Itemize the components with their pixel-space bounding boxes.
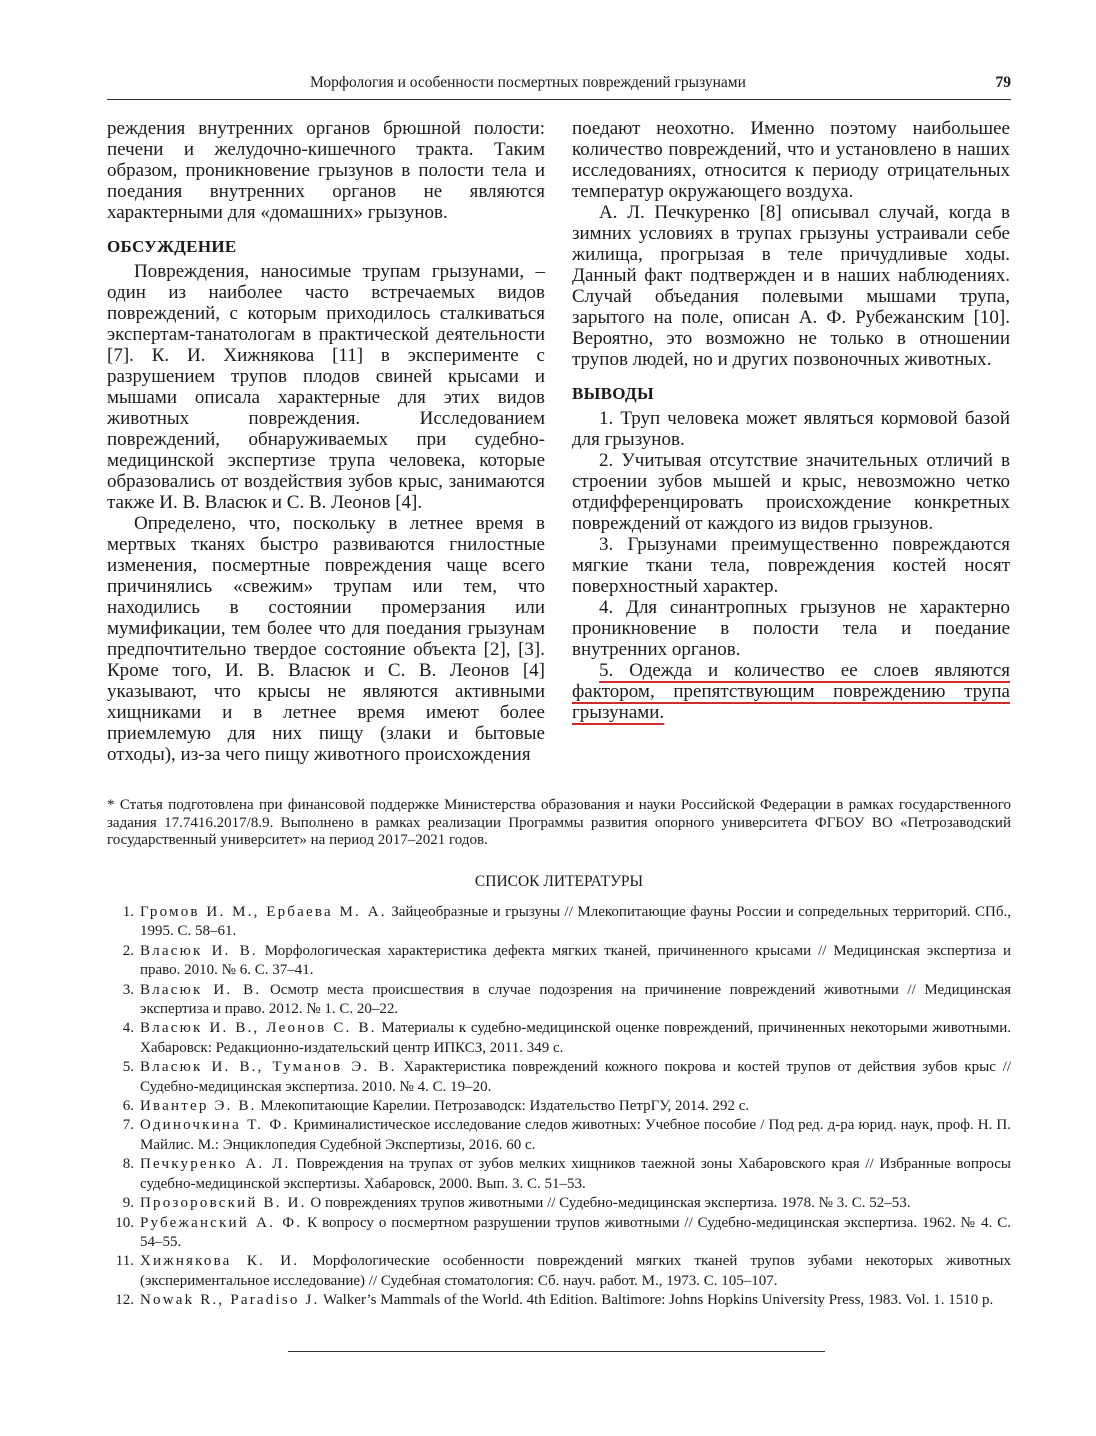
reference-author: Громов И. М., Ербаева М. А. — [140, 904, 387, 920]
reference-author: Одиночкина Т. Ф. — [140, 1117, 290, 1134]
reference-text — [140, 1058, 1011, 1097]
reference-number: 5. — [122, 1059, 134, 1076]
reference-item — [107, 1214, 1011, 1253]
reference-author: Nowak R., Paradiso J. — [140, 1292, 320, 1309]
conclusion-item: 2. Учитывая отсутствие значительных отличий в строении зубов мышей и крыс, невозможно четко отдифференцировать происхождение конкретных повреждений от каждого из видов грызунов. — [572, 450, 1010, 534]
conclusion-item: 4. Для синантропных грызунов не характерно проникновение в полости тела и поедание внутренних органов. — [572, 597, 1010, 660]
reference-item — [107, 981, 1011, 1020]
funding-footnote: * Статья подготовлена при финансовой поддержке Министерства образования и науки Российской Федерации в рамках государственного задания 17.7416.2017/8.9. Выполнено в рамках реализации Программы развития опорного университета ФГБОУ ВО «Петрозаводский государственный университет» на период 2017–2021 годов. — [107, 797, 1011, 848]
reference-number: 8. — [122, 1156, 134, 1173]
red-underline-highlight: 5. Одежда и количество ее слоев являются фактором, препятствующим повреждению трупа грызунами. — [572, 660, 1010, 723]
discussion-heading: ОБСУЖДЕНИЕ — [107, 237, 237, 256]
reference-text — [140, 1214, 1011, 1253]
reference-text — [140, 1019, 1011, 1058]
reference-author: Власюк И. В. — [140, 981, 262, 998]
reference-author: Прозоровский В. И. — [140, 1195, 307, 1212]
conclusion-item: 3. Грызунами преимущественно повреждаются мягкие ткани тела, повреждения костей носят поверхностный характер. — [572, 534, 1010, 597]
reference-body: Млекопитающие Карелии. Петрозаводск: Издательство ПетрГУ, 2014. 292 с. — [260, 1098, 750, 1115]
reference-author: Печкуренко А. Л. — [140, 1156, 291, 1173]
reference-body: О повреждениях трупов животными // Судебно-медицинская экспертиза. 1978. № 3. С. 52–53. — [310, 1195, 911, 1212]
discussion-paragraph-2: Определено, что, поскольку в летнее время в мертвых тканях быстро развиваются гнилостные изменения, посмертные повреждения чаще всего причинялись «свежим» трупам или тем, что находились в состоянии промерзания или мумификации, тем более что для поедания грызунам предпочтительно твердое состояние объекта [2], [3]. Кроме того, И. В. Власюк и С. В. Леонов [4] указывают, что крысы не являются активными хищниками и в летнее время имеют более приемлемую для них пищу (злаки и бытовые отходы), из-за чего пищу животного происхождения — [107, 513, 545, 765]
intro-paragraph: реждения внутренних органов брюшной полости: печени и желудочно-кишечного тракта. Таким образом, проникновение грызунов в полости тела и поедания внутренних органов не являются характерными для «домашних» грызунов. — [107, 118, 545, 223]
reference-item — [107, 1155, 1011, 1194]
reference-body: Морфологические особенности повреждений мягких тканей трупов зубами некоторых животных (экспериментальное исследование) // Судебная стоматология: Сб. науч. работ. М., 1973. С. 105–107. — [140, 1253, 1012, 1289]
reference-body: Морфологическая характеристика дефекта мягких тканей, причиненного крысами // Медицинская экспертиза и право. 2010. № 6. С. 37–41. — [140, 942, 1011, 979]
reference-number: 4. — [122, 1020, 134, 1037]
reference-author: Рубежанский А. Ф. — [140, 1214, 303, 1231]
page-number: 79 — [995, 74, 1011, 91]
reference-body: Характеристика повреждений кожного покрова и костей трупов от действия зубов крыс // Судебно-медицинская экспертиза. 2010. № 4. С. 19–20. — [140, 1059, 1011, 1095]
reference-number: 1. — [122, 904, 134, 920]
references-title: СПИСОК ЛИТЕРАТУРЫ — [474, 873, 644, 890]
reference-number: 7. — [122, 1117, 134, 1134]
reference-number: 11. — [115, 1253, 134, 1270]
reference-text — [140, 1116, 1011, 1155]
right-column — [572, 118, 1010, 723]
reference-body: Материалы к судебно-медицинской оценке повреждений, причиненных некоторыми животными. Хабаровск: Редакционно-издательский центр ИПКСЗ, 2011. 349 с. — [140, 1020, 1012, 1056]
conclusion-item-highlighted — [572, 660, 1010, 723]
reference-text — [140, 903, 1011, 942]
reference-text — [140, 981, 1011, 1020]
reference-item — [107, 1019, 1011, 1058]
reference-body: К вопросу о посмертном разрушении трупов животными // Судебно-медицинская экспертиза. 1962. № 4. С. 54–55. — [140, 1214, 1011, 1250]
reference-text — [140, 1097, 1011, 1116]
reference-author: Ивантер Э. В. — [140, 1098, 257, 1115]
reference-text — [140, 1155, 1011, 1194]
reference-number: 10. — [115, 1214, 134, 1231]
references-list — [107, 903, 1011, 1311]
left-column — [107, 118, 545, 765]
reference-author: Власюк И. В. — [140, 942, 258, 959]
reference-text — [140, 1252, 1011, 1291]
reference-number: 2. — [122, 942, 134, 959]
pechkurenko-paragraph: А. Л. Печкуренко [8] описывал случай, когда в зимних условиях в трупах грызуны устраивали себе жилища, прогрызая в теле причудливые ходы. Данный факт подтвержден и в наших наблюдениях. Случай объедания полевыми мышами трупа, зарытого на поле, описан А. Ф. Рубежанским [10]. Вероятно, это возможно не только в отношении трупов людей, но и других позвоночных животных. — [572, 202, 1010, 370]
section-gap — [572, 370, 1010, 383]
reference-body: Криминалистическое исследование следов животных: Учебное пособие / Под ред. д-ра юрид. наук, проф. Н. П. Майлис. М.: Энциклопедия Судебной Экспертизы, 2016. 60 с. — [140, 1117, 1011, 1153]
reference-item — [107, 1097, 1011, 1116]
bottom-rule — [288, 1351, 825, 1352]
reference-author: Власюк И. В., Туманов Э. В. — [140, 1059, 397, 1076]
header-rule — [107, 99, 1011, 100]
reference-body: Зайцеобразные и грызуны // Млекопитающие фауны России и сопредельных территорий. СПб., 1995. С. 58–61. — [140, 904, 1012, 940]
reference-item — [107, 1194, 1011, 1213]
reference-body: Walker’s Mammals of the World. 4th Edition. Baltimore: Johns Hopkins University Press, 1983. Vol. 1. 1510 p. — [323, 1292, 994, 1309]
conclusion-item: 1. Труп человека может являться кормовой базой для грызунов. — [572, 408, 1010, 450]
running-head-title: Морфология и особенности посмертных повреждений грызунами — [310, 74, 746, 91]
reference-text — [140, 1194, 1011, 1213]
reference-number: 6. — [122, 1098, 134, 1115]
reference-number: 9. — [122, 1195, 134, 1212]
section-gap — [107, 223, 545, 236]
discussion-paragraph-1: Повреждения, наносимые трупам грызунами, – один из наиболее часто встречаемых видов повреждений, с которым приходилось сталкиваться экспертам-танатологам в практической деятельности [7]. К. И. Хижнякова [11] в эксперименте с разрушением трупов плодов свиней крысами и мышами описала характерные для этих видов животных повреждения. Исследованием повреждений, обнаруживаемых при судебно-медицинской экспертизе трупа человека, которые образовались от воздействия зубов крыс, занимаются также И. В. Власюк и С. В. Леонов [4]. — [107, 261, 545, 513]
reference-text — [140, 1291, 1011, 1310]
reference-number: 3. — [122, 981, 134, 998]
reference-body: Осмотр места происшествия в случае подозрения на причинение повреждений животными // Медицинская экспертиза и право. 2012. № 1. С. 20–22. — [140, 981, 1011, 1018]
reference-author: Власюк И. В., Леонов С. В. — [140, 1020, 377, 1037]
reference-item — [107, 942, 1011, 981]
reference-item — [107, 1058, 1011, 1097]
continued-paragraph: поедают неохотно. Именно поэтому наибольшее количество повреждений, что и установлено в наших исследованиях, относится к периоду отрицательных температур окружающего воздуха. — [572, 118, 1010, 202]
reference-number: 12. — [115, 1292, 134, 1309]
conclusions-heading: ВЫВОДЫ — [572, 384, 654, 403]
reference-body: Повреждения на трупах от зубов мелких хищников таежной зоны Хабаровского края // Избранные вопросы судебно-медицинской экспертизы. Хабаровск, 2000. Вып. 3. С. 51–53. — [140, 1156, 1012, 1192]
reference-item — [107, 1252, 1011, 1291]
reference-item — [107, 1291, 1011, 1310]
reference-item — [107, 903, 1011, 942]
reference-item — [107, 1116, 1011, 1155]
reference-author: Хижнякова К. И. — [140, 1253, 300, 1270]
reference-text — [140, 942, 1011, 981]
